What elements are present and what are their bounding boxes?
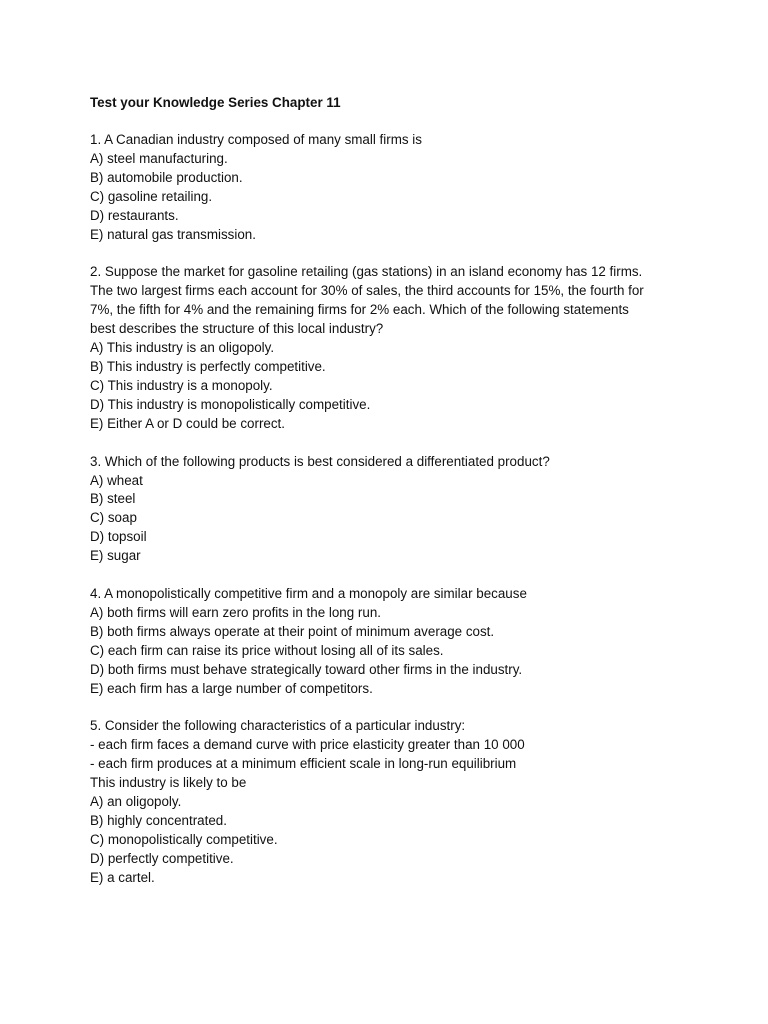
question-5-option-b: B) highly concentrated. [90, 813, 227, 828]
question-4-option-d: D) both firms must behave strategically toward other firms in the industry. [90, 661, 523, 677]
question-3-stem: 3. Which of the following products is best considered a differentiated product? [90, 453, 550, 469]
question-2-stem-line: 2. Suppose the market for gasoline retailing (gas stations) in an island economy has 12 firms. [90, 264, 643, 280]
question-3-option-e: E) sugar [90, 548, 141, 564]
question-5-stem-line: This industry is likely to be [90, 775, 247, 791]
question-1-stem: 1. A Canadian industry composed of many small firms is [90, 132, 422, 147]
question-2-option-d: D) This industry is monopolistically competitive. [90, 396, 371, 412]
question-4-option-b: B) both firms always operate at their point of minimum average cost. [90, 623, 495, 639]
question-3 [90, 453, 730, 566]
question-1-option-c: C) gasoline retailing. [90, 188, 213, 204]
question-1-option-b: B) automobile production. [90, 169, 243, 185]
question-3-option-a: A) wheat [90, 472, 143, 488]
question-3-option-b: B) steel [90, 491, 136, 507]
question-5 [90, 717, 730, 887]
question-5-stem-line: 5. Consider the following characteristics of a particular industry: [90, 718, 466, 734]
question-2 [90, 263, 730, 433]
question-2-stem-line: 7%, the fifth for 4% and the remaining firms for 2% each. Which of the following statements [90, 302, 629, 318]
question-5-option-e: E) a cartel. [90, 869, 155, 885]
question-4 [90, 585, 730, 698]
question-2-stem-line: best describes the structure of this local industry? [90, 321, 384, 337]
question-5-stem-line: - each firm produces at a minimum efficient scale in long-run equilibrium [90, 756, 517, 772]
question-2-stem-line: The two largest firms each account for 30% of sales, the third accounts for 15%, the fourth for [90, 283, 644, 299]
question-1-option-a: A) steel manufacturing. [90, 150, 228, 166]
question-3-option-d: D) topsoil [90, 529, 147, 545]
document-page [90, 93, 730, 888]
question-4-stem: 4. A monopolistically competitive firm and a monopoly are similar because [90, 586, 527, 602]
question-5-option-d: D) perfectly competitive. [90, 850, 234, 866]
document-title: Test your Knowledge Series Chapter 11 [90, 95, 341, 110]
question-4-option-e: E) each firm has a large number of competitors. [90, 680, 373, 696]
question-4-option-c: C) each firm can raise its price without losing all of its sales. [90, 642, 444, 658]
question-1-option-e: E) natural gas transmission. [90, 226, 256, 242]
question-2-option-c: C) This industry is a monopoly. [90, 377, 273, 393]
question-2-option-a: A) This industry is an oligopoly. [90, 340, 275, 356]
question-1 [90, 131, 730, 244]
question-4-option-a: A) both firms will earn zero profits in the long run. [90, 604, 381, 620]
question-3-option-c: C) soap [90, 510, 137, 526]
question-5-option-a: A) an oligopoly. [90, 794, 182, 810]
question-2-option-b: B) This industry is perfectly competitive. [90, 358, 326, 374]
question-5-stem-line: - each firm faces a demand curve with price elasticity greater than 10 000 [90, 737, 525, 753]
question-2-option-e: E) Either A or D could be correct. [90, 415, 285, 431]
question-1-option-d: D) restaurants. [90, 207, 179, 223]
question-5-option-c: C) monopolistically competitive. [90, 831, 278, 847]
